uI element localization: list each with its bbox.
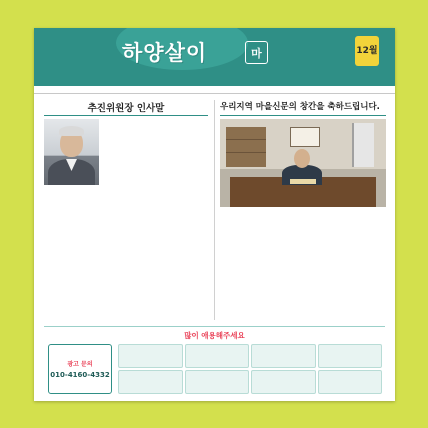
ad-item bbox=[185, 344, 250, 368]
office-wall-frame bbox=[290, 127, 320, 147]
newsletter-page bbox=[34, 28, 395, 401]
issue-month: 12월 bbox=[356, 45, 378, 56]
ad-item bbox=[118, 344, 183, 368]
ad-contact-box bbox=[48, 344, 112, 394]
ad-banner-text: 많이 애용해주세요 bbox=[184, 330, 245, 340]
newspaper-title: 하양살이 bbox=[122, 40, 208, 65]
publication-meta-line bbox=[34, 86, 395, 94]
office-bookshelf bbox=[226, 127, 266, 167]
masthead bbox=[34, 28, 395, 86]
ad-contact-phone: 010-4160-4332 bbox=[50, 371, 110, 379]
title-seal-icon bbox=[245, 41, 268, 64]
ad-item bbox=[251, 370, 316, 394]
portrait-photo bbox=[44, 119, 99, 185]
article-headline: 추진위원장 인사말 bbox=[87, 103, 165, 114]
ad-contact-label: 광고 문의 bbox=[67, 361, 93, 368]
column-divider bbox=[214, 100, 215, 320]
office-shelf-board bbox=[226, 152, 266, 153]
article-headline: 우리지역 마을신문의 창간을 축하드립니다. bbox=[220, 102, 380, 112]
office-nameplate bbox=[290, 179, 316, 184]
ad-item bbox=[118, 370, 183, 394]
article-greeting bbox=[44, 100, 208, 322]
article-congratulation bbox=[220, 100, 386, 322]
office-person-head bbox=[294, 149, 310, 168]
office-photo bbox=[220, 119, 386, 207]
office-flag bbox=[352, 123, 374, 167]
ad-item bbox=[318, 370, 383, 394]
title-seal-glyph: 마 bbox=[251, 46, 262, 60]
headline-rule bbox=[220, 115, 386, 116]
ad-directory-grid bbox=[118, 344, 382, 394]
ad-item bbox=[185, 370, 250, 394]
issue-badge bbox=[355, 36, 379, 66]
ad-section-divider bbox=[44, 326, 385, 327]
portrait-hair bbox=[59, 126, 84, 136]
ad-banner bbox=[44, 329, 385, 341]
headline-rule bbox=[44, 115, 208, 116]
ad-item bbox=[251, 344, 316, 368]
ad-item bbox=[318, 344, 383, 368]
office-shelf-board bbox=[226, 139, 266, 140]
